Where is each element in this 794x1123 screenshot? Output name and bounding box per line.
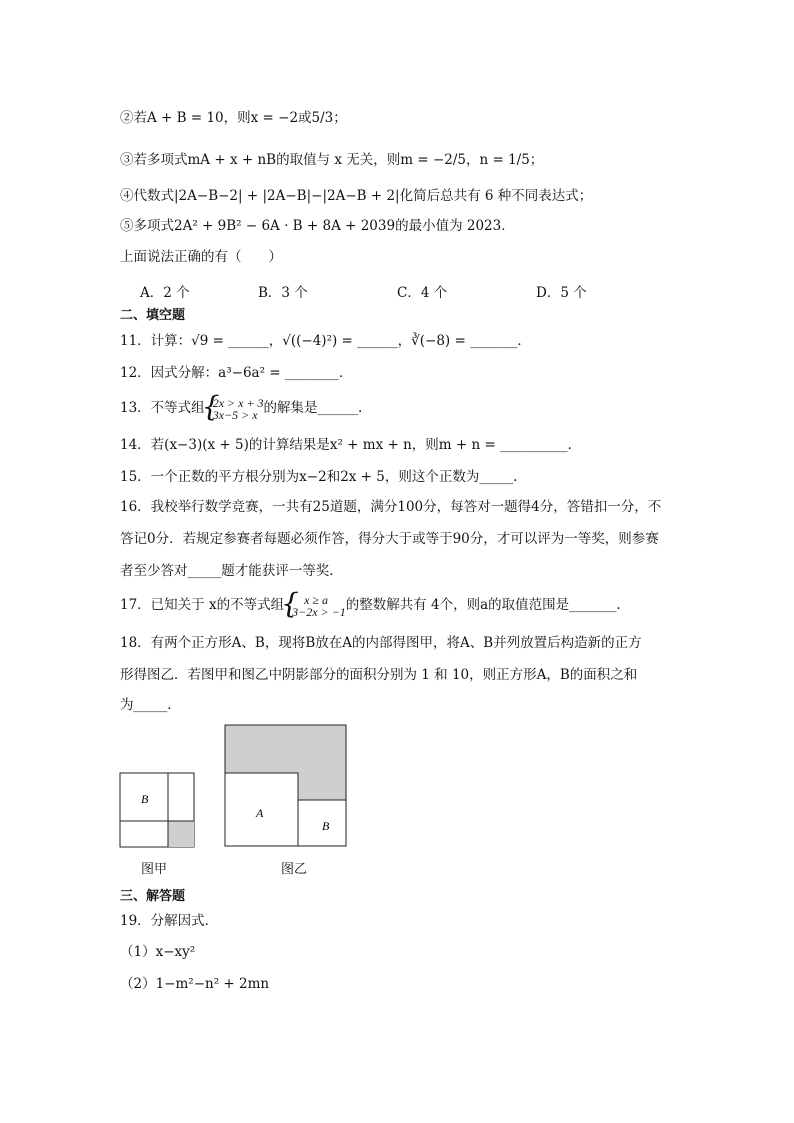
q17-line1: { x ≥ a [304, 592, 329, 607]
question-18-line1: 18．有两个正方形A、B，现将B放在A的内部得图甲，将A、B并列放置后构造新的正方 [120, 635, 642, 651]
question-19-title: 19．分解因式． [120, 913, 219, 929]
q17-suffix: 的整数解共有 4个，则a的取值范围是_______. [345, 597, 621, 613]
q13-system [205, 397, 264, 421]
question-12: 12．因式分解：a³−6a² = ________． [120, 365, 353, 381]
question-15: 15．一个正数的平方根分别为x−2和2x + 5，则这个正数为_____. [120, 469, 518, 485]
label-b: B [141, 792, 149, 806]
q13-line2: 3x−5 > x [212, 407, 258, 422]
statement-4: ④代数式|2A−B−2| + |2A−B|−|2A−B + 2|化简后总共有 6 种不同表达式； [120, 188, 593, 204]
shaded-region [168, 821, 194, 847]
q17-line2: 3−2x > −1 [292, 604, 346, 619]
question-17 [120, 590, 621, 620]
q13-suffix: 的解集是______. [263, 400, 363, 416]
q17-system [284, 594, 346, 618]
statement-2: ②若A + B = 10，则x = −2或5/3； [120, 110, 347, 126]
option-d[interactable]: D．5 个 [536, 285, 587, 301]
option-a[interactable]: A．2 个 [140, 285, 190, 301]
q13-line1: { 2x > x + 3 [212, 395, 264, 410]
figure-jia [119, 772, 197, 850]
question-prompt: 上面说法正确的有（ ） [120, 249, 282, 265]
figure-yi [224, 724, 348, 848]
section-fill-in: 二、填空题 [120, 308, 186, 323]
question-14: 14．若(x−3)(x + 5)的计算结果是x² + mx + n，则m + n = __________． [120, 437, 582, 453]
option-c[interactable]: C．4 个 [397, 285, 448, 301]
caption-yi: 图乙 [281, 862, 308, 877]
section-answer: 三、解答题 [120, 889, 186, 904]
question-18-line2: 形得图乙．若图甲和图乙中阴影部分的面积分别为 1 和 10，则正方形A，B的面积之和 [120, 667, 638, 683]
caption-jia: 图甲 [141, 862, 168, 877]
q13-prefix: 13．不等式组 [120, 400, 205, 416]
q17-prefix: 17．已知关于 x的不等式组 [120, 597, 285, 613]
option-b[interactable]: B．3 个 [258, 285, 308, 301]
question-16-line3: 者至少答对_____题才能获评一等奖． [120, 563, 343, 579]
question-19-part2: （2）1−m²−n² + 2mn [120, 976, 270, 992]
statement-5: ⑤多项式2A² + 9B² − 6A · B + 8A + 2039的最小值为 2023． [120, 218, 515, 234]
label-b: B [322, 819, 330, 833]
question-19-part1: （1）x−xy² [120, 944, 196, 960]
question-11: 11．计算：√9 = ______，√((−4)²) = ______，∛(−8) = _______． [120, 333, 531, 349]
question-18-line3: 为_____． [120, 697, 181, 713]
label-a: A [256, 806, 264, 820]
question-16-line2: 答记0分．若规定参赛者每题必须作答，得分大于或等于90分，才可以评为一等奖，则参赛 [120, 531, 659, 547]
question-16-line1: 16．我校举行数学竞赛，一共有25道题，满分100分，每答对一题得4分，答错扣一分，不 [120, 499, 662, 515]
question-13 [120, 393, 362, 423]
statement-3: ③若多项式mA + x + nB的取值与 x 无关，则m = −2/5，n = 1/5； [120, 152, 544, 168]
